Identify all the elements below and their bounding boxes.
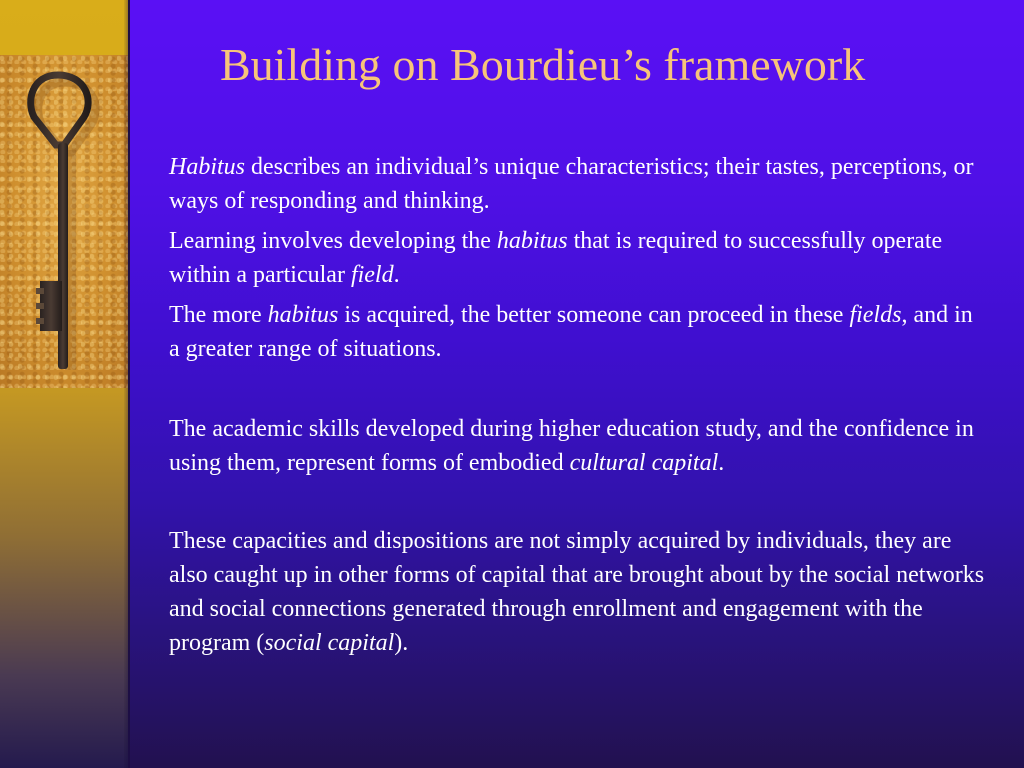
text-run: is acquired, the better someone can proceed in these <box>338 302 850 328</box>
italic-term: social capital <box>264 630 395 656</box>
text-run: , and in a greater range of situations. <box>169 302 973 362</box>
italic-term: cultural capital <box>569 450 719 476</box>
text-run: These capacities and dispositions are not simply acquired by individuals, they are also caught up in other forms of capital that are brought about by the social networks and social connections generated through enrollment and engagement with the program ( <box>169 528 985 656</box>
text-run: . <box>718 450 725 476</box>
text-run: The academic skills developed during higher education study, and the confidence in using them, represent forms of embodied <box>169 416 974 476</box>
text-run: . <box>393 262 400 288</box>
italic-term: habitus <box>267 302 339 328</box>
italic-term: habitus <box>496 228 568 254</box>
slide-content <box>130 0 1024 768</box>
slide-title: Building on Bourdieu’s framework <box>220 39 866 90</box>
text-run: Learning involves developing the <box>169 228 497 254</box>
key-image <box>0 55 128 388</box>
paragraph-cultural-capital <box>169 412 989 480</box>
italic-term: Habitus <box>169 154 246 180</box>
paragraph-habitus-definition <box>169 150 989 218</box>
paragraph-social-capital <box>169 524 989 660</box>
paragraph-more-habitus <box>169 298 989 366</box>
italic-term: field <box>350 262 394 288</box>
text-run: The more <box>169 302 268 328</box>
text-run: describes an individual’s unique characteristics; their tastes, perceptions, or ways of responding and thinking. <box>169 154 974 214</box>
text-run: ). <box>394 630 409 656</box>
text-run: that is required to successfully operate within a particular <box>169 228 943 288</box>
paragraph-learning <box>169 224 989 292</box>
slide-body <box>169 150 989 660</box>
antique-key-icon <box>0 55 128 388</box>
italic-term: fields <box>849 302 902 328</box>
